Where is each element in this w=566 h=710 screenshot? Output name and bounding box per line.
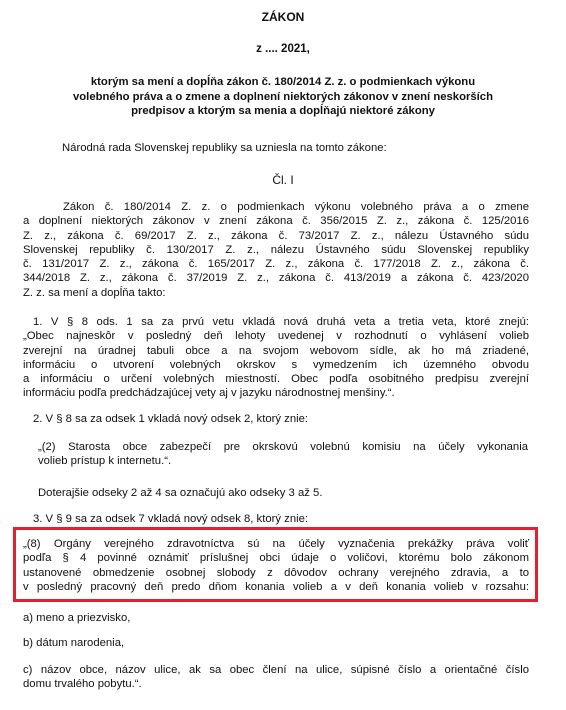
point1-line: informáciu o utvorení volebných okrskov s vymedzením ich územného obvodu — [23, 358, 529, 371]
intro-line: Z. z., zákona č. 69/2017 Z. z., zákona č. 73/2017 Z. z., nálezu Ústavného súdu — [23, 229, 529, 242]
article-title: Čl. I — [272, 173, 294, 187]
intro-line: Slovenskej republiky č. 130/2017 Z. z., nálezu Ústavného súdu Slovenskej republiky — [23, 243, 529, 256]
amendment-point-3: 3. V § 9 sa za odsek 7 vkladá nový odsek 8, ktorý znie: — [33, 513, 309, 525]
point1-line: a informáciu o určení volebných miestností. Obec podľa osobitného predpisu zverejní — [23, 373, 529, 386]
law-title: ZÁKON — [261, 10, 305, 24]
point3-quote-line: podľa § 4 povinné oznámiť príslušnej obci údaje o voličovi, ktorému bolo zákonom — [23, 552, 529, 565]
point2-quote — [38, 440, 528, 469]
subtitle-line: volebného práva a o zmene a doplnení niektorých zákonov v znení neskorších — [73, 90, 493, 103]
point2-quote-line: volieb prístup k internetu.“. — [38, 455, 172, 468]
renumbering-note: Doterajšie odseky 2 až 4 sa označujú ako odseky 3 až 5. — [38, 487, 323, 499]
point3-quote — [23, 537, 529, 594]
intro-line: 344/2018 Z. z., zákona č. 37/2019 Z. z., zákona č. 413/2019 a zákona č. 423/2020 — [23, 272, 529, 285]
point3-quote-line: v posledný pracovný deň predo dňom konania volieb a v deň konania volieb v rozsahu: — [23, 580, 529, 593]
point2-quote-line: „(2) Starosta obce zabezpečí pre okrskovú volebnú komisiu na účely vykonania — [38, 441, 528, 453]
intro-line: Zákon č. 180/2014 Z. z. o podmienkach výkonu volebného práva a o zmene — [63, 201, 529, 213]
list-item-a: a) meno a priezvisko, — [23, 612, 131, 624]
list-item-c-line: domu trvalého pobytu.“. — [23, 678, 142, 691]
list-item-c-line: c) názov obce, názov ulice, ak sa obec člení na ulice, súpisné číslo a orientačné číslo — [23, 664, 529, 676]
law-subtitle — [0, 75, 566, 119]
date-line: z .... 2021, — [256, 43, 310, 55]
list-item-b: b) dátum narodenia, — [23, 637, 125, 649]
list-item-c — [23, 663, 529, 692]
intro-line: Z. z. sa mení a dopĺňa takto: — [23, 286, 166, 299]
amendment-point-1 — [23, 315, 529, 401]
point1-line: „Obec najneskôr v posledný deň lehoty uvedenej v rozhodnutí o vyhlásení volieb — [23, 330, 529, 343]
preamble: Národná rada Slovenskej republiky sa uzniesla na tomto zákone: — [62, 142, 387, 154]
point1-line: zverejní na úradnej tabuli obce a na svojom webovom sídle, ak ho má zriadené, — [23, 344, 529, 357]
point3-quote-line: ustanovené obmedzenie osobnej slobody z dôvodov ochrany verejného zdravia, a to — [23, 566, 529, 579]
intro-paragraph — [23, 200, 529, 300]
subtitle-line: predpisov a ktorým sa menia a dopĺňajú niektoré zákony — [131, 105, 435, 117]
point1-line: 1. V § 8 ods. 1 sa za prvú vetu vkladá nová druhá veta a tretia veta, ktoré znejú: — [33, 316, 529, 328]
point1-line: informáciu podľa predchádzajúcej vety aj v jazyku národnostnej menšiny.“. — [23, 387, 395, 400]
subtitle-line: ktorým sa mení a dopĺňa zákon č. 180/2014 Z. z. o podmienkach výkonu — [90, 76, 476, 88]
amendment-point-2: 2. V § 8 sa za odsek 1 vkladá nový odsek 2, ktorý znie: — [33, 413, 309, 425]
intro-line: a doplnení niektorých zákonov v znení zákona č. 356/2015 Z. z., zákona č. 125/2016 — [23, 215, 529, 228]
point3-quote-line: „(8) Orgány verejného zdravotníctva sú na účely vyznačenia prekážky práva voliť — [23, 538, 529, 550]
intro-line: č. 131/2017 Z. z., zákona č. 165/2017 Z. z., zákona č. 177/2018 Z. z., zákona č. — [23, 258, 529, 271]
